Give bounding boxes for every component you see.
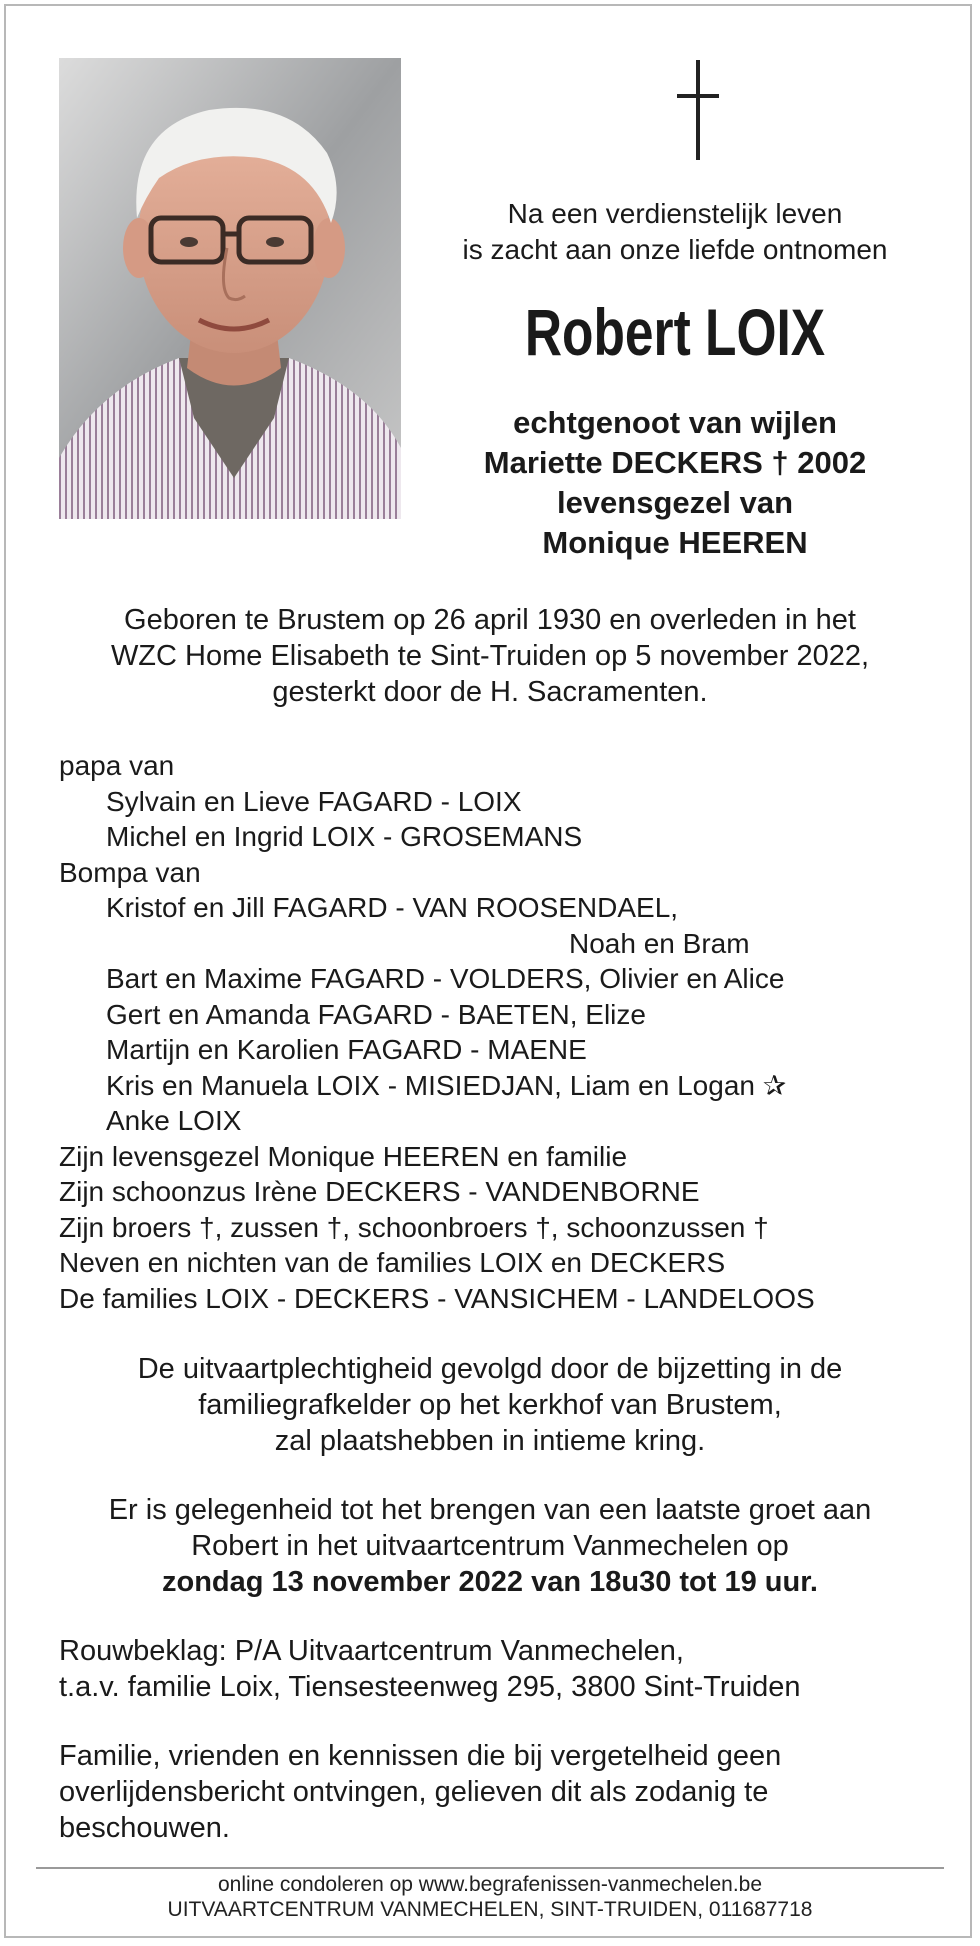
ceremony-info xyxy=(60,1351,920,1459)
relative-entry: Zijn levensgezel Monique HEEREN en familie xyxy=(59,1140,628,1172)
intro-text xyxy=(420,196,930,268)
notice-line: overlijdensbericht ontvingen, gelieven dit als zodanig te xyxy=(59,1776,769,1808)
grandchild-entry: Bart en Maxime FAGARD - VOLDERS, Olivier en Alice xyxy=(106,963,785,994)
birth-line: Geboren te Brustem op 26 april 1930 en overleden in het xyxy=(124,604,856,636)
condolence-address xyxy=(59,1633,939,1705)
papa-header: papa van xyxy=(59,750,175,781)
grandchild-entry: Anke LOIX xyxy=(106,1105,242,1136)
birth-death-info xyxy=(60,602,920,710)
spouse-line: levensgezel van xyxy=(556,485,794,520)
footer-website[interactable]: online condoleren op www.begrafenissen-vanmechelen.be xyxy=(217,1873,763,1896)
intro-line: Na een verdienstelijk leven xyxy=(507,198,843,229)
child-entry: Michel en Ingrid LOIX - GROSEMANS xyxy=(106,821,583,852)
notice-line: Familie, vrienden en kennissen die bij vergetelheid geen xyxy=(59,1740,782,1772)
footer xyxy=(40,1872,940,1922)
birth-line: WZC Home Elisabeth te Sint-Truiden op 5 november 2022, xyxy=(110,640,870,672)
deceased-name: Robert LOIX xyxy=(524,295,826,369)
relative-entry: De families LOIX - DECKERS - VANSICHEM - LANDELOOS xyxy=(59,1282,815,1314)
farewell-line: Robert in het uitvaartcentrum Vanmechelen op xyxy=(191,1530,789,1562)
relative-entry: Zijn schoonzus Irène DECKERS - VANDENBORNE xyxy=(59,1176,700,1207)
farewell-line: Er is gelegenheid tot het brengen van een laatste groet aan xyxy=(108,1494,872,1526)
spouse-line: Monique HEEREN xyxy=(542,525,808,560)
ceremony-line: familiegrafkelder op het kerkhof van Brustem, xyxy=(198,1389,782,1421)
birth-line: gesterkt door de H. Sacramenten. xyxy=(272,676,708,708)
intro-line: is zacht aan onze liefde ontnomen xyxy=(462,234,888,265)
cross-icon xyxy=(677,60,719,160)
spouse-line: Mariette DECKERS † 2002 xyxy=(483,445,867,480)
bompa-header: Bompa van xyxy=(59,856,201,888)
grandchild-entry: Noah en Bram xyxy=(569,927,750,959)
portrait-photo xyxy=(59,58,401,519)
grandchild-entry: Kris en Manuela LOIX - MISIEDJAN, Liam en Logan ✰ xyxy=(106,1069,787,1101)
farewell-date: zondag 13 november 2022 van 18u30 tot 19 uur. xyxy=(162,1566,818,1598)
farewell-info xyxy=(60,1492,920,1600)
footer-company: UITVAARTCENTRUM VANMECHELEN, SINT-TRUIDEN, 011687718 xyxy=(167,1898,813,1921)
notice-line: beschouwen. xyxy=(59,1812,230,1844)
grandchild-entry: Kristof en Jill FAGARD - VAN ROOSENDAEL, xyxy=(106,892,679,923)
footer-divider xyxy=(36,1867,944,1869)
condolence-line: t.a.v. familie Loix, Tiensesteenweg 295, 3800 Sint-Truiden xyxy=(59,1671,801,1703)
grandchild-entry: Martijn en Karolien FAGARD - MAENE xyxy=(106,1034,587,1065)
condolence-line: Rouwbeklag: P/A Uitvaartcentrum Vanmechelen, xyxy=(59,1635,684,1667)
relative-entry: Zijn broers †, zussen †, schoonbroers †, schoonzussen † xyxy=(59,1211,769,1243)
ceremony-line: De uitvaartplechtigheid gevolgd door de bijzetting in de xyxy=(137,1353,843,1385)
grandchild-entry: Gert en Amanda FAGARD - BAETEN, Elize xyxy=(106,998,646,1030)
relative-entry: Neven en nichten van de families LOIX en DECKERS xyxy=(59,1247,726,1278)
family-list xyxy=(59,748,939,1316)
notice-text xyxy=(59,1738,939,1846)
ceremony-line: zal plaatshebben in intieme kring. xyxy=(274,1425,706,1457)
child-entry: Sylvain en Lieve FAGARD - LOIX xyxy=(106,785,522,817)
spouse-line: echtgenoot van wijlen xyxy=(513,405,837,440)
spouse-info xyxy=(420,403,930,563)
